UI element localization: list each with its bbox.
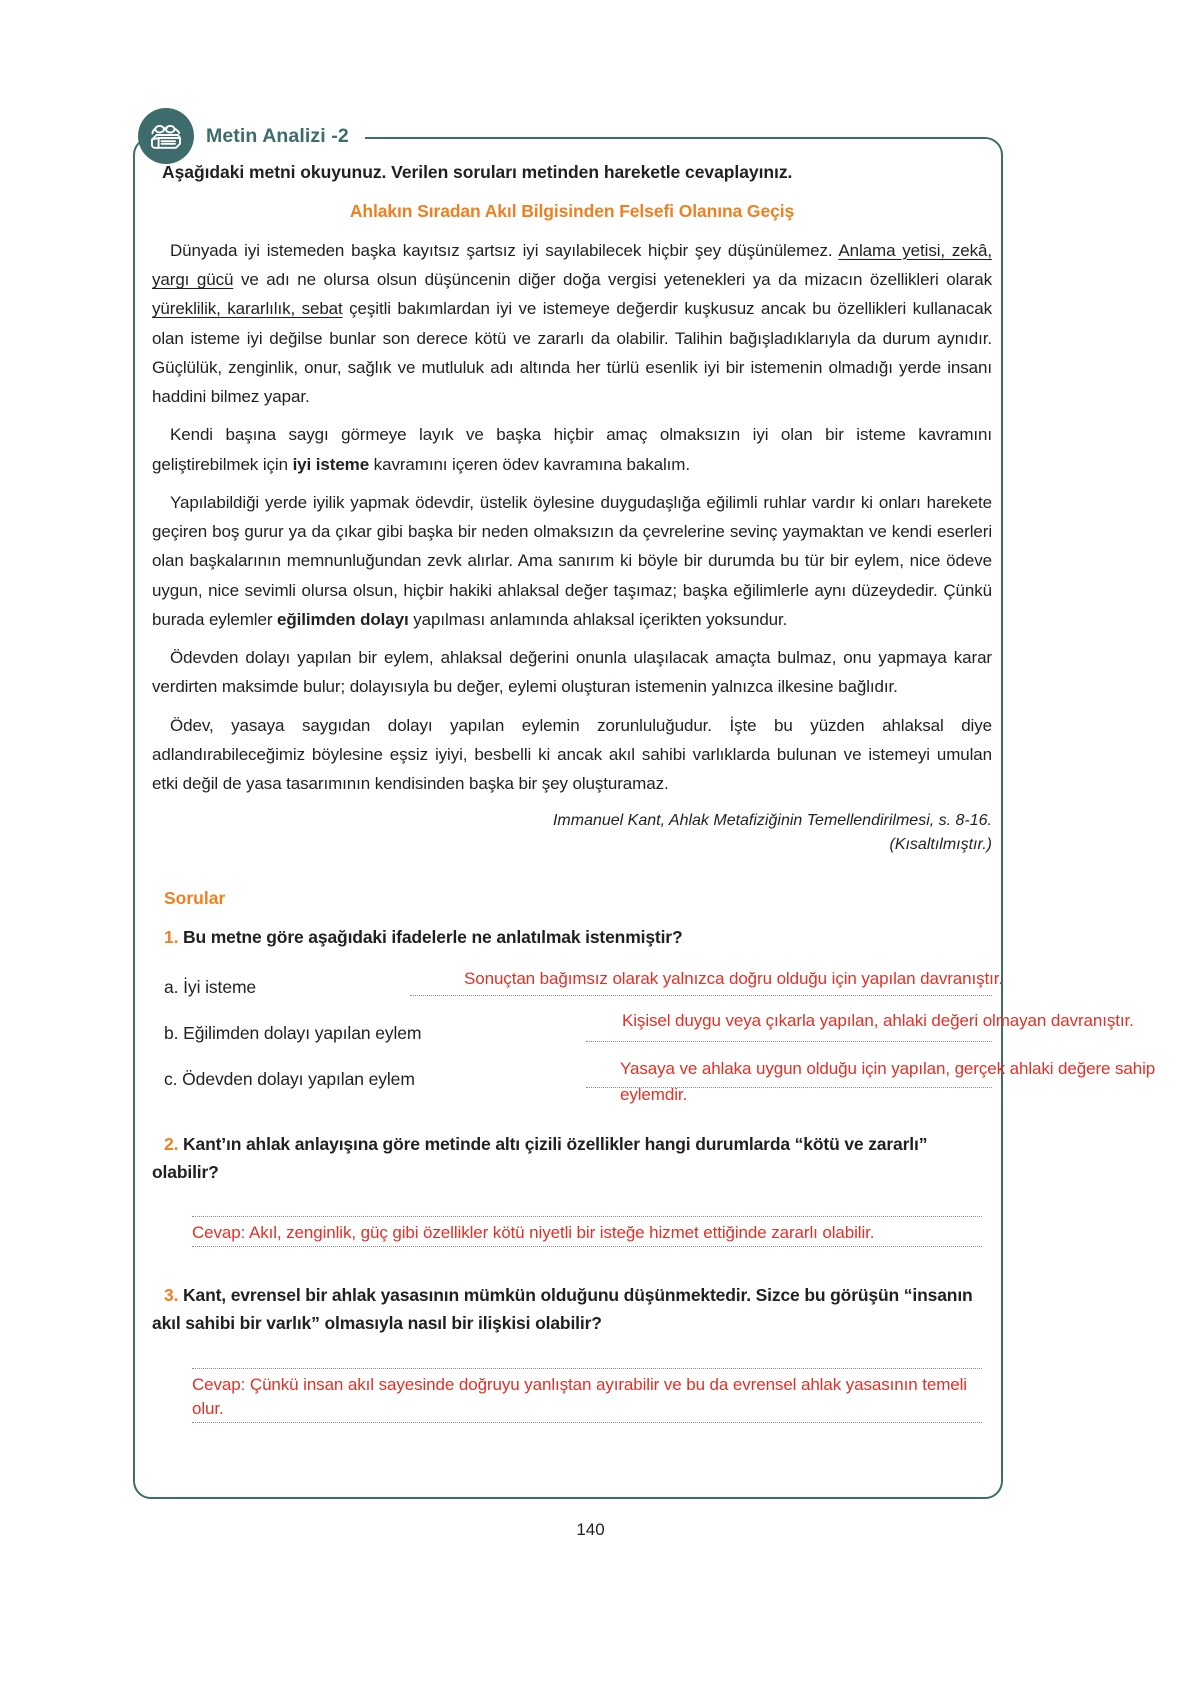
bold-term-egilimden-dolayi: eğilimden dolayı <box>277 609 409 629</box>
source-note: (Kısaltılmıştır.) <box>889 836 992 854</box>
question-3-answer: Cevap: Çünkü insan akıl sayesinde doğruyu yanlıştan ayırabilir ve bu da evrensel ahlak yasasının temeli olur. <box>192 1374 967 1419</box>
question-2 <box>152 1130 992 1187</box>
underlined-phrase-2: yüreklilik, kararlılık, sebat <box>152 299 343 319</box>
question-1c-label: c. Ödevden dolayı yapılan eylem <box>164 1068 415 1089</box>
source-citation: Immanuel Kant, Ahlak Metafiziğinin Temellendirilmesi, s. 8-16. <box>552 812 992 830</box>
para3-part2: yapılması anlamında ahlaksal içerikten yoksundur. <box>408 609 788 629</box>
question-3 <box>152 1281 992 1338</box>
question-2-answer: Cevap: Akıl, zenginlik, güç gibi özellikler kötü niyetli bir isteğe hizmet ettiğinde zararlı olabilir. <box>192 1223 875 1243</box>
question-1b-answer: Kişisel duygu veya çıkarla yapılan, ahlaki değeri olmayan davranıştır. <box>622 1011 1134 1031</box>
paragraph-1 <box>152 236 992 411</box>
question-1 <box>152 923 992 951</box>
section-header <box>138 108 349 164</box>
page-number: 140 <box>576 1520 605 1539</box>
question-1b-answer-line[interactable] <box>586 1041 992 1042</box>
question-1a-answer: Sonuçtan bağımsız olarak yalnızca doğru olduğu için yapılan davranıştır. <box>464 969 1004 989</box>
section-title: Metin Analizi -2 <box>206 124 349 147</box>
question-1a-label: a. İyi isteme <box>164 976 257 997</box>
question-1-text: Bu metne göre aşağıdaki ifadelerle ne anlatılmak istenmiştir? <box>183 927 683 948</box>
text-subtitle: Ahlakın Sıradan Akıl Bilgisinden Felsefi Olanına Geçiş <box>349 201 795 221</box>
para3-part1: Yapılabildiği yerde iyilik yapmak ödevdir, üstelik öylesine duygudaşlığa eğilimli ruhlar vardır ki onları harekete geçiren boş gurur ya da çıkar gibi başka bir neden olmaksızın da çevrelerine sevinç yaymaktan ve kendi eserleri olan başkalarının memnunluğundan zevk alırlar. Ama sanırım ki böyle bir durumda bu tür bir eylem, nice ödeve uygun, nice sevimli olursa olsun, hiçbir hakiki ahlaksal değer taşımaz; başka eğilimlerle aynı düzeydedir. Çünkü burada eylemler <box>152 492 992 629</box>
question-3-text: Kant, evrensel bir ahlak yasasının mümkün olduğunu düşünmektedir. Sizce bu görüşün “insanın akıl sahibi bir varlık” olmasıyla nasıl bir ilişkisi olabilir? <box>152 1284 973 1334</box>
question-1a-answer-line[interactable] <box>410 995 992 996</box>
question-3-line-2[interactable] <box>192 1422 982 1423</box>
question-1-number: 1. <box>164 927 179 948</box>
content-body <box>152 162 1156 1423</box>
paragraph-4: Ödevden dolayı yapılan bir eylem, ahlaksal değerini onunla ulaşılacak amaçta bulmaz, onu yapmaya karar verdirten maksimde bulur; dolayısıyla bu değer, eylemi oluşturan istemenin yalnızca ilkesine bağlıdır. <box>152 648 992 697</box>
question-1c-row <box>152 1050 1156 1112</box>
questions-heading: Sorular <box>164 888 226 909</box>
paragraph-3 <box>152 488 992 634</box>
question-2-line-2[interactable] <box>192 1246 982 1247</box>
para1-part2: ve adı ne olursa olsun düşüncenin diğer doğa vergisi yetenekleri ya da mizacın özellikleri olarak <box>233 270 992 290</box>
book-glasses-icon <box>138 108 194 164</box>
para2-part1: Kendi başına saygı görmeye layık ve başka hiçbir amaç olmaksızın iyi olan bir isteme kavramını geliştirebilmek için <box>152 425 992 474</box>
underlined-phrase-1: Anlama yetisi, zekâ, yargı gücü <box>152 241 992 290</box>
question-1c-answer-line2: eylemdir. <box>620 1085 688 1105</box>
question-3-answer-block[interactable] <box>192 1368 982 1423</box>
question-2-text: Kant’ın ahlak anlayışına göre metinde altı çizili özellikler hangi durumlarda “kötü ve zararlı” olabilir? <box>152 1133 928 1182</box>
question-1b-label: b. Eğilimden dolayı yapılan eylem <box>164 1022 422 1043</box>
question-1b-row <box>152 1004 1134 1050</box>
paragraph-2 <box>152 420 992 478</box>
question-3-number: 3. <box>164 1284 179 1305</box>
question-2-number: 2. <box>164 1133 179 1154</box>
para1-part1: Dünyada iyi istemeden başka kayıtsız şartsız iyi sayılabilecek hiçbir şey düşünülemez. <box>170 241 839 260</box>
paragraph-5: Ödev, yasaya saygıdan dolayı yapılan eylemin zorunluluğudur. İşte bu yüzden ahlaksal diye adlandırabileceğimiz böylesine eşsiz iyiyi, besbelli ki ancak akıl sahibi varlıklarda bulunan ve istemeyi umulan etki değil de yasa tasarımının kendisinden başka bir şey oluşturamaz. <box>152 715 992 793</box>
bold-term-iyi-isteme: iyi isteme <box>292 454 370 474</box>
question-1c-answer-line1: Yasaya ve ahlaka uygun olduğu için yapılan, gerçek ahlaki değere sahip <box>620 1059 1156 1079</box>
para1-part3: çeşitli bakımlardan iyi ve istemeye değerdir kuşkusuz ancak bu özellikleri kullanacak olan isteme iyi değilse bunlar son derece kötü ve zararlı da olabilir. Talihin bağışladıklarıyla da durum aynıdır. Güçlülük, zenginlik, onur, sağlık ve mutluluk adı altında her türlü esenlik iyi bir istemenin olmadığı yerde insanı haddini bilmez yapar. <box>152 299 992 407</box>
question-2-answer-block[interactable] <box>192 1216 982 1247</box>
question-1a-row <box>152 958 1004 1004</box>
instruction-text: Aşağıdaki metni okuyunuz. Verilen soruları metinden hareketle cevaplayınız. <box>162 162 793 182</box>
para2-part2: kavramını içeren ödev kavramına bakalım. <box>369 454 690 474</box>
